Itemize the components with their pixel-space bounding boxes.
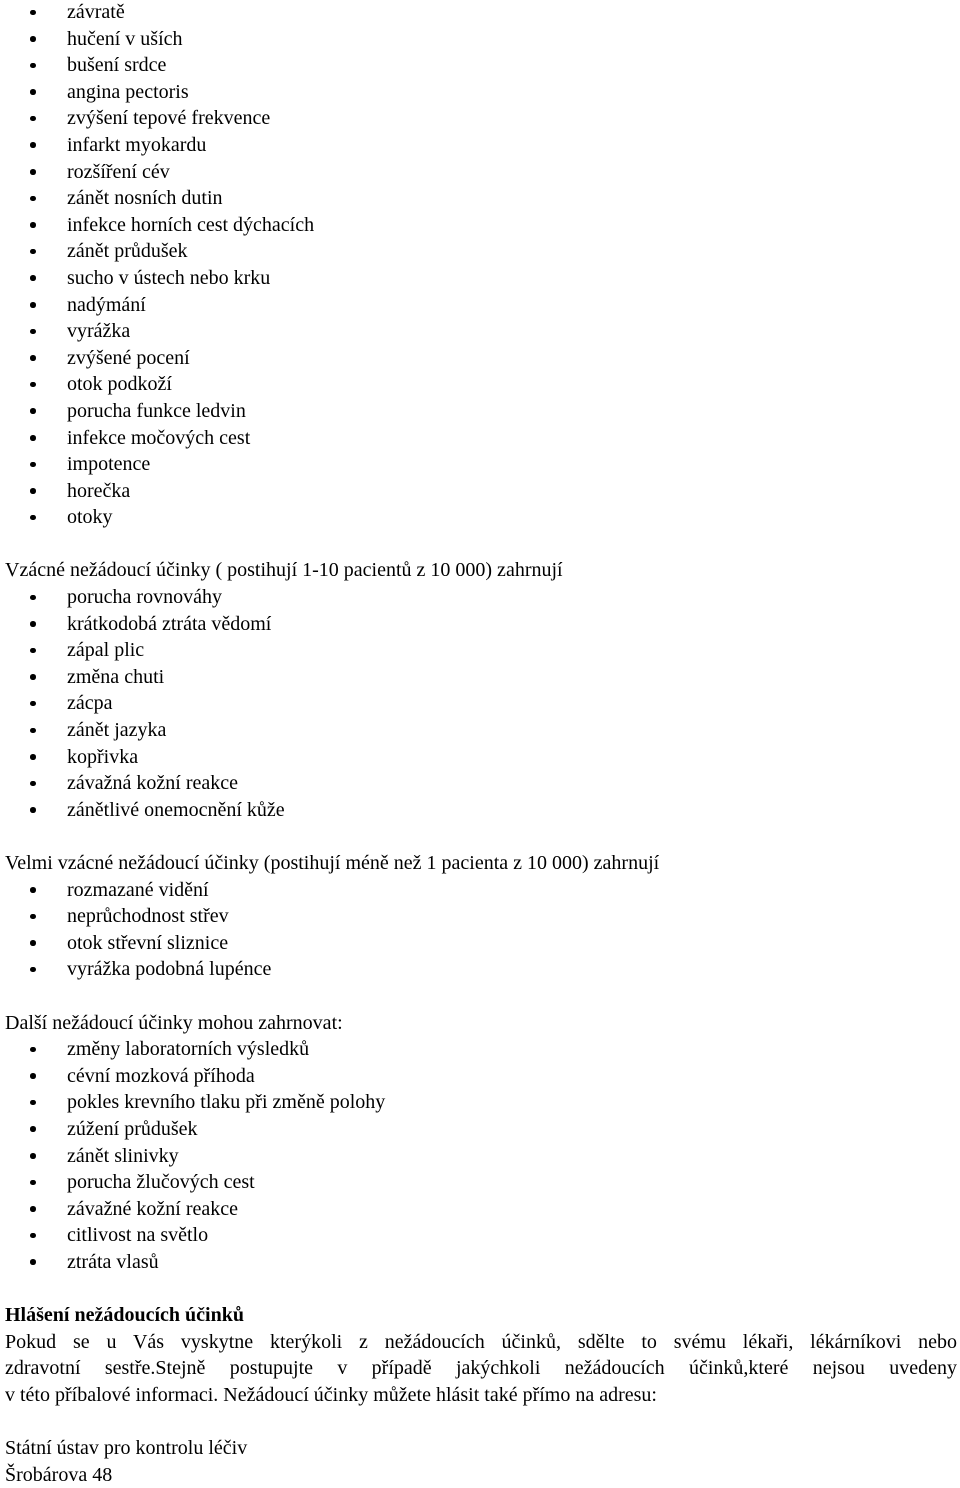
bullet-icon bbox=[30, 382, 36, 388]
list-item: zúžení průdušek bbox=[0, 1116, 960, 1143]
list-item: zvýšené pocení bbox=[0, 345, 960, 372]
list-item: otok podkoží bbox=[0, 371, 960, 398]
list-item: zánět nosních dutin bbox=[0, 185, 960, 212]
bullet-icon bbox=[30, 887, 36, 893]
bullet-icon bbox=[30, 807, 36, 813]
bullet-icon bbox=[30, 249, 36, 255]
bullet-icon bbox=[30, 1100, 36, 1106]
list-item: impotence bbox=[0, 451, 960, 478]
list-item: závažné kožní reakce bbox=[0, 1196, 960, 1223]
bullet-icon bbox=[30, 674, 36, 680]
bullet-icon bbox=[30, 89, 36, 95]
other-effects-heading: Další nežádoucí účinky mohou zahrnovat: bbox=[5, 1011, 343, 1034]
reporting-line-2: zdravotní sestře.Stejně postupujte v případě jakýchkoli nežádoucích účinků,které nejsou uvedeny bbox=[5, 1357, 957, 1380]
bullet-icon bbox=[30, 1073, 36, 1079]
bullet-icon bbox=[30, 515, 36, 521]
reporting-line-3: v této příbalové informaci. Nežádoucí účinky můžete hlásit také přímo na adresu: bbox=[5, 1383, 657, 1406]
bullet-icon bbox=[30, 142, 36, 148]
list-item: porucha rovnováhy bbox=[0, 584, 960, 611]
list-item: zácpa bbox=[0, 690, 960, 717]
side-effects-list-very-rare bbox=[0, 877, 960, 983]
bullet-icon bbox=[30, 754, 36, 760]
bullet-icon bbox=[30, 408, 36, 414]
bullet-icon bbox=[30, 728, 36, 734]
bullet-icon bbox=[30, 196, 36, 202]
bullet-icon bbox=[30, 1047, 36, 1053]
bullet-icon bbox=[30, 36, 36, 42]
bullet-icon bbox=[30, 1153, 36, 1159]
very-rare-effects-heading: Velmi vzácné nežádoucí účinky (postihují méně než 1 pacienta z 10 000) zahrnují bbox=[5, 852, 660, 874]
list-item: angina pectoris bbox=[0, 79, 960, 106]
list-item: zánět jazyka bbox=[0, 717, 960, 744]
bullet-icon bbox=[30, 621, 36, 627]
bullet-icon bbox=[30, 967, 36, 973]
bullet-icon bbox=[30, 462, 36, 468]
list-item: závažná kožní reakce bbox=[0, 770, 960, 797]
list-item: rozmazané vidění bbox=[0, 877, 960, 904]
bullet-icon bbox=[30, 116, 36, 122]
list-item: zánět slinivky bbox=[0, 1143, 960, 1170]
list-item: infekce horních cest dýchacích bbox=[0, 212, 960, 239]
reporting-heading: Hlášení nežádoucích účinků bbox=[5, 1304, 244, 1327]
reporting-line-1: Pokud se u Vás vyskytne kterýkoli z nežádoucích účinků, sdělte to svému lékaři, lékárníkovi nebo bbox=[5, 1330, 957, 1353]
list-item: zánět průdušek bbox=[0, 238, 960, 265]
list-item: otoky bbox=[0, 504, 960, 531]
list-item: cévní mozková příhoda bbox=[0, 1063, 960, 1090]
bullet-icon bbox=[30, 781, 36, 787]
reporting-paragraph bbox=[0, 1329, 957, 1409]
bullet-icon bbox=[30, 10, 36, 16]
address-line-2: Šrobárova 48 bbox=[5, 1463, 113, 1486]
list-item: změna chuti bbox=[0, 664, 960, 691]
bullet-icon bbox=[30, 302, 36, 308]
list-item: krátkodobá ztráta vědomí bbox=[0, 611, 960, 638]
side-effects-list-rare bbox=[0, 584, 960, 823]
list-item: horečka bbox=[0, 478, 960, 505]
list-item: infarkt myokardu bbox=[0, 132, 960, 159]
list-item: rozšíření cév bbox=[0, 159, 960, 186]
list-item: infekce močových cest bbox=[0, 425, 960, 452]
bullet-icon bbox=[30, 1126, 36, 1132]
bullet-icon bbox=[30, 1233, 36, 1239]
list-item: kopřivka bbox=[0, 744, 960, 771]
bullet-icon bbox=[30, 1259, 36, 1265]
list-item: porucha funkce ledvin bbox=[0, 398, 960, 425]
list-item: sucho v ústech nebo krku bbox=[0, 265, 960, 292]
list-item: hučení v uších bbox=[0, 26, 960, 53]
bullet-icon bbox=[30, 1180, 36, 1186]
bullet-icon bbox=[30, 275, 36, 281]
rare-effects-heading: Vzácné nežádoucí účinky ( postihují 1-10 pacientů z 10 000) zahrnují bbox=[5, 559, 563, 582]
side-effects-list-common bbox=[0, 0, 960, 531]
bullet-icon bbox=[30, 595, 36, 601]
list-item: zánětlivé onemocnění kůže bbox=[0, 797, 960, 824]
list-item: otok střevní sliznice bbox=[0, 930, 960, 957]
bullet-icon bbox=[30, 169, 36, 175]
list-item: vyrážka podobná lupénce bbox=[0, 956, 960, 983]
bullet-icon bbox=[30, 648, 36, 654]
list-item: neprůchodnost střev bbox=[0, 903, 960, 930]
list-item: porucha žlučových cest bbox=[0, 1169, 960, 1196]
list-item: zápal plic bbox=[0, 637, 960, 664]
bullet-icon bbox=[30, 355, 36, 361]
list-item: vyrážka bbox=[0, 318, 960, 345]
bullet-icon bbox=[30, 701, 36, 707]
list-item: změny laboratorních výsledků bbox=[0, 1036, 960, 1063]
bullet-icon bbox=[30, 1206, 36, 1212]
list-item: pokles krevního tlaku při změně polohy bbox=[0, 1089, 960, 1116]
list-item: závratě bbox=[0, 0, 960, 26]
list-item: bušení srdce bbox=[0, 52, 960, 79]
side-effects-list-other bbox=[0, 1036, 960, 1275]
bullet-icon bbox=[30, 940, 36, 946]
bullet-icon bbox=[30, 914, 36, 920]
list-item: citlivost na světlo bbox=[0, 1222, 960, 1249]
bullet-icon bbox=[30, 329, 36, 335]
bullet-icon bbox=[30, 488, 36, 494]
bullet-icon bbox=[30, 222, 36, 228]
list-item: ztráta vlasů bbox=[0, 1249, 960, 1276]
address-line-1: Státní ústav pro kontrolu léčiv bbox=[5, 1437, 248, 1460]
list-item: nadýmání bbox=[0, 292, 960, 319]
bullet-icon bbox=[30, 63, 36, 69]
bullet-icon bbox=[30, 435, 36, 441]
list-item: zvýšení tepové frekvence bbox=[0, 105, 960, 132]
